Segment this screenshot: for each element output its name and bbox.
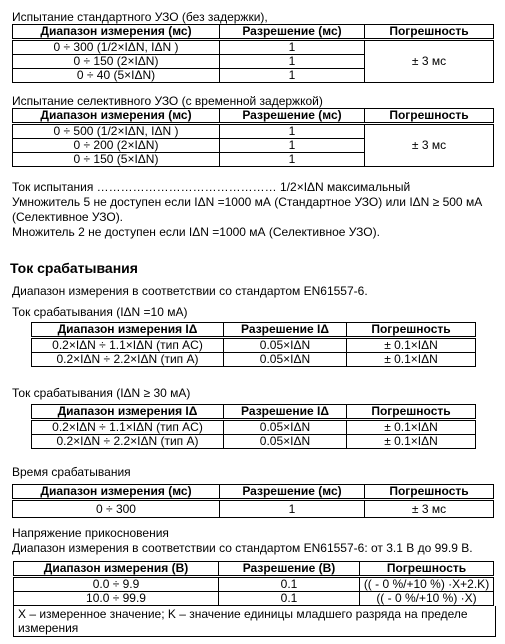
s1-r2-res: 1 (220, 69, 365, 83)
s1-r2-range: 0 ÷ 40 (5×IΔN) (13, 69, 220, 83)
s2-r1-res: 1 (220, 139, 365, 153)
touch-h1: Разрешение (В) (219, 562, 360, 577)
s1-table (12, 24, 494, 83)
s2-h2: Погрешность (365, 109, 494, 124)
t1-h2: Погрешность (347, 323, 476, 338)
t1-r0-res: 0.05×IΔN (224, 338, 347, 353)
s2-title: Испытание селективного УЗО (с временной задержкой) (12, 94, 323, 108)
s2-h1: Разрешение (мс) (220, 109, 365, 124)
touch-table (13, 561, 494, 606)
touch-r1-range: 10.0 ÷ 99.9 (14, 592, 219, 606)
trip-sub2: Ток срабатывания (IΔN ≥ 30 мА) (12, 386, 191, 400)
trip-heading: Ток срабатывания (10, 260, 138, 276)
t2-r0-range: 0.2×IΔN ÷ 1.1×IΔN (тип AC) (32, 420, 224, 435)
note-line4: Множитель 2 не доступен если IΔN =1000 мА (Селективное УЗО). (12, 225, 380, 239)
s2-r1-range: 0 ÷ 200 (2×IΔN) (13, 139, 220, 153)
time-res: 1 (220, 500, 365, 518)
s2-r0-range: 0 ÷ 500 (1/2×IΔN, IΔN ) (13, 124, 220, 139)
touch-footnote: X – измеренное значение; K – значение единицы младшего разряда на пределе измерения (13, 606, 496, 637)
time-h2: Погрешность (365, 485, 494, 500)
t2-r1-acc: ± 0.1×IΔN (347, 435, 476, 449)
t1-r0-acc: ± 0.1×IΔN (347, 338, 476, 353)
t1-r0-range: 0.2×IΔN ÷ 1.1×IΔN (тип AC) (32, 338, 224, 353)
trip-table-2 (31, 404, 476, 449)
s2-r2-range: 0 ÷ 150 (5×IΔN) (13, 153, 220, 167)
touch-title: Напряжение прикосновения (12, 526, 169, 540)
s1-h0: Диапазон измерения (мс) (13, 25, 220, 40)
time-h0: Диапазон измерения (мс) (13, 485, 220, 500)
touch-intro: Диапазон измерения в соответствии со стандартом EN61557-6: от 3.1 В до 99.9 В. (12, 541, 473, 555)
s1-r1-range: 0 ÷ 150 (2×IΔN) (13, 55, 220, 69)
touch-r1-res: 0.1 (219, 592, 360, 606)
trip-sub1: Ток срабатывания (IΔN =10 мА) (12, 305, 188, 319)
touch-r0-range: 0.0 ÷ 9.9 (14, 577, 219, 592)
s2-table (12, 108, 494, 167)
time-range: 0 ÷ 300 (13, 500, 220, 518)
s1-r1-res: 1 (220, 55, 365, 69)
s2-r2-res: 1 (220, 153, 365, 167)
t2-h2: Погрешность (347, 405, 476, 420)
t1-r1-res: 0.05×IΔN (224, 353, 347, 367)
t1-r1-range: 0.2×IΔN ÷ 2.2×IΔN (тип A) (32, 353, 224, 367)
t2-r0-acc: ± 0.1×IΔN (347, 420, 476, 435)
t1-h1: Разрешение IΔ (224, 323, 347, 338)
note-line3: (Селективное УЗО). (12, 210, 124, 224)
touch-r1-acc: (( - 0 %/+10 %) ·X) (360, 592, 494, 606)
t1-h0: Диапазон измерения IΔ (32, 323, 224, 338)
time-h1: Разрешение (мс) (220, 485, 365, 500)
touch-h2: Погрешность (360, 562, 494, 577)
t2-h0: Диапазон измерения IΔ (32, 405, 224, 420)
trip-intro: Диапазон измерения в соответствии со стандартом EN61557-6. (12, 284, 368, 298)
time-acc: ± 3 мс (365, 500, 494, 518)
touch-h0: Диапазон измерения (В) (14, 562, 219, 577)
s1-h1: Разрешение (мс) (220, 25, 365, 40)
s2-h0: Диапазон измерения (мс) (13, 109, 220, 124)
trip-table-1 (31, 322, 476, 367)
touch-r0-res: 0.1 (219, 577, 360, 592)
t2-r1-range: 0.2×IΔN ÷ 2.2×IΔN (тип A) (32, 435, 224, 449)
s2-accuracy: ± 3 мс (365, 124, 494, 167)
note-line1: Ток испытания ……………………………………… 1/2×IΔN максимальный (12, 180, 411, 194)
s1-h2: Погрешность (365, 25, 494, 40)
note-line2: Умножитель 5 не доступен если IΔN =1000 мА (Стандартное УЗО) или IΔN ≥ 500 мА (12, 195, 483, 209)
s1-accuracy: ± 3 мс (365, 40, 494, 83)
t2-r0-res: 0.05×IΔN (224, 420, 347, 435)
t1-r1-acc: ± 0.1×IΔN (347, 353, 476, 367)
touch-r0-acc: (( - 0 %/+10 %) ·X+2.K) (360, 577, 494, 592)
s2-r0-res: 1 (220, 124, 365, 139)
s1-r0-range: 0 ÷ 300 (1/2×IΔN, IΔN ) (13, 40, 220, 55)
time-title: Время срабатывания (12, 465, 131, 479)
t2-r1-res: 0.05×IΔN (224, 435, 347, 449)
s1-title: Испытание стандартного УЗО (без задержки), (12, 10, 268, 24)
time-table (12, 484, 494, 518)
s1-r0-res: 1 (220, 40, 365, 55)
t2-h1: Разрешение IΔ (224, 405, 347, 420)
